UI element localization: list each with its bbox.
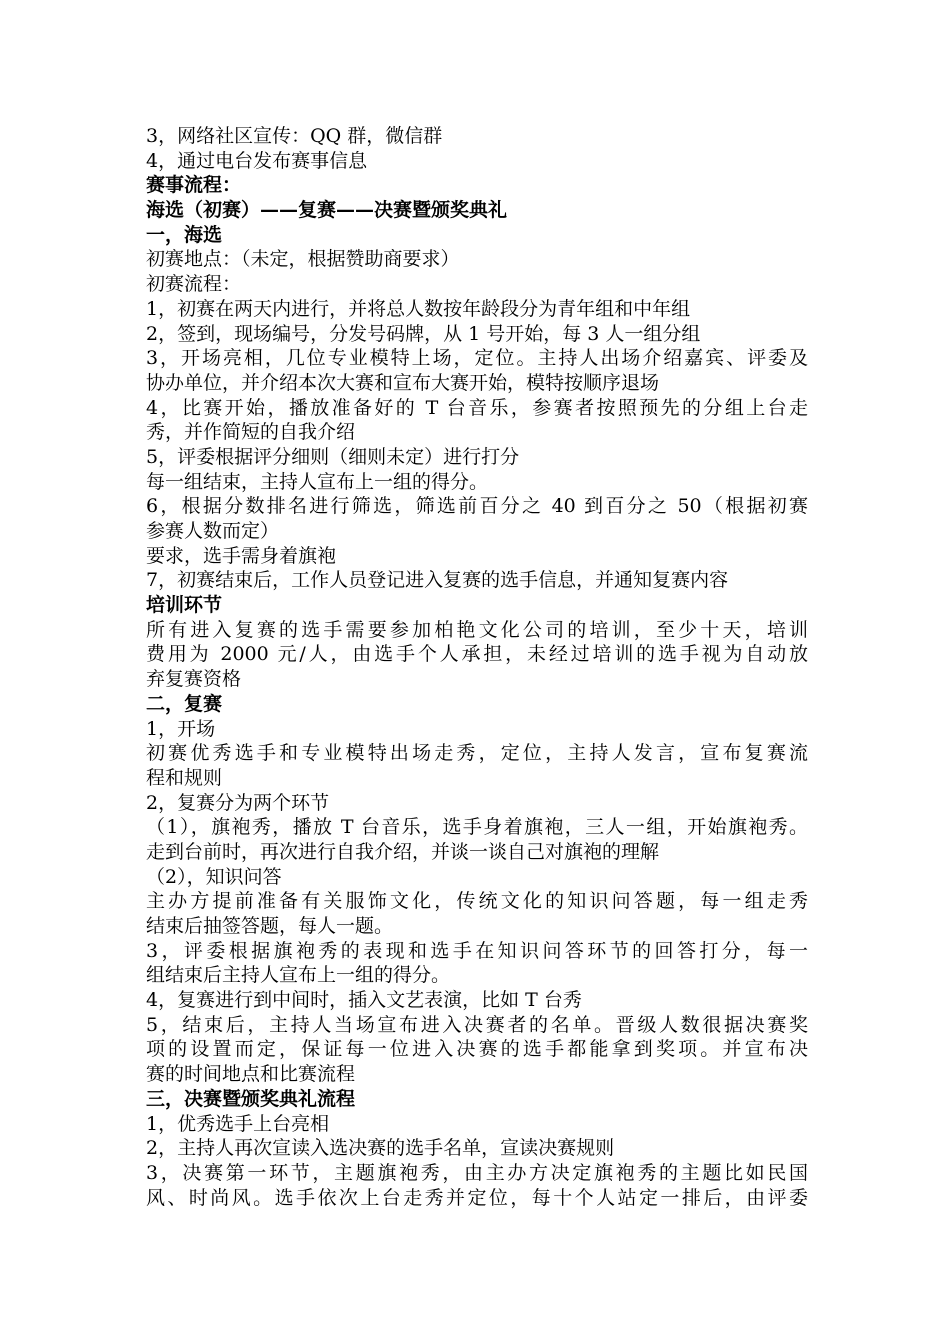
text-line: 5，结束后，主持人当场宣布进入决赛者的名单。晋级人数很据决赛奖 bbox=[146, 1013, 808, 1036]
text-line: 3，网络社区宣传：QQ 群，微信群 bbox=[146, 125, 443, 147]
text-line: 1，开场 bbox=[146, 717, 216, 740]
text-line: 弃复赛资格 bbox=[146, 668, 242, 691]
text-line: 2，主持人再次宣读入选决赛的选手名单，宣读决赛规则 bbox=[146, 1137, 615, 1160]
text-line: 参赛人数而定） bbox=[146, 520, 280, 542]
text-line: 协办单位，并介绍本次大赛和宣布大赛开始，模特按顺序退场 bbox=[146, 371, 660, 394]
text-line: 主办方提前准备有关服饰文化，传统文化的知识问答题，每一组走秀 bbox=[146, 890, 808, 913]
text-line: 组结束后主持人宣布上一组的得分。 bbox=[146, 964, 451, 987]
section-heading-line: 二，复赛 bbox=[146, 692, 223, 715]
text-line: 风、时尚风。选手依次上台走秀并定位，每十个人站定一排后，由评委 bbox=[146, 1186, 808, 1209]
text-line: 走到台前时，再次进行自我介绍，并谈一谈自己对旗袍的理解 bbox=[146, 840, 660, 863]
text-line: 初赛优秀选手和专业模特出场走秀，定位，主持人发言，宣布复赛流 bbox=[146, 742, 808, 765]
text-line: 3，决赛第一环节，主题旗袍秀，由主办方决定旗袍秀的主题比如民国 bbox=[146, 1161, 808, 1184]
text-line: 结束后抽签答题，每人一题。 bbox=[146, 915, 394, 937]
text-line: 4，复赛进行到中间时，插入文艺表演，比如 T 台秀 bbox=[146, 989, 582, 1012]
text-line: 1，优秀选手上台亮相 bbox=[146, 1112, 330, 1135]
text-line: 3，评委根据旗袍秀的表现和选手在知识问答环节的回答打分，每一 bbox=[146, 939, 808, 962]
text-line: 每一组结束，主持人宣布上一组的得分。 bbox=[146, 470, 489, 493]
text-line: 程和规则 bbox=[146, 766, 223, 789]
text-line: （2），知识问答 bbox=[146, 865, 282, 888]
text-line: 要求，选手需身着旗袍 bbox=[146, 544, 337, 567]
text-line: 2，复赛分为两个环节 bbox=[146, 791, 330, 814]
document-body bbox=[146, 124, 808, 1210]
text-line: 5，评委根据评分细则（细则未定）进行打分 bbox=[146, 445, 520, 468]
section-heading-line: 一，海选 bbox=[146, 223, 223, 246]
text-line: 3，开场亮相，几位专业模特上场，定位。主持人出场介绍嘉宾、评委及 bbox=[146, 347, 808, 370]
text-line: 项的设置而定，保证每一位进入决赛的选手都能拿到奖项。并宣布决 bbox=[146, 1038, 808, 1061]
text-line: （1），旗袍秀，播放 T 台音乐，选手身着旗袍，三人一组，开始旗袍秀。 bbox=[146, 816, 808, 839]
text-line: 初赛流程： bbox=[146, 273, 242, 296]
text-line: 4，比赛开始，播放准备好的 T 台音乐，参赛者按照预先的分组上台走 bbox=[146, 396, 808, 419]
text-line: 7，初赛结束后，工作人员登记进入复赛的选手信息，并通知复赛内容 bbox=[146, 569, 729, 592]
text-line: 6，根据分数排名进行筛选，筛选前百分之 40 到百分之 50（根据初赛 bbox=[146, 495, 808, 518]
text-line: 初赛地点：（未定，根据赞助商要求） bbox=[146, 248, 460, 271]
section-heading-line: 赛事流程： bbox=[146, 174, 242, 197]
text-line: 1，初赛在两天内进行，并将总人数按年龄段分为青年组和中年组 bbox=[146, 297, 691, 320]
section-heading-line: 海选（初赛）——复赛——决赛暨颁奖典礼 bbox=[146, 199, 508, 222]
text-line: 秀，并作简短的自我介绍 bbox=[146, 421, 356, 444]
text-line: 4，通过电台发布赛事信息 bbox=[146, 149, 368, 172]
section-heading-line: 三，决赛暨颁奖典礼流程 bbox=[146, 1087, 356, 1110]
text-line: 赛的时间地点和比赛流程 bbox=[146, 1063, 356, 1086]
text-line: 2，签到，现场编号，分发号码牌，从 1 号开始，每 3 人一组分组 bbox=[146, 322, 701, 345]
text-line: 所有进入复赛的选手需要参加柏艳文化公司的培训，至少十天，培训 bbox=[146, 618, 808, 641]
section-heading-line: 培训环节 bbox=[146, 594, 223, 617]
text-line: 费用为 2000 元/人，由选手个人承担，未经过培训的选手视为自动放 bbox=[146, 643, 808, 666]
